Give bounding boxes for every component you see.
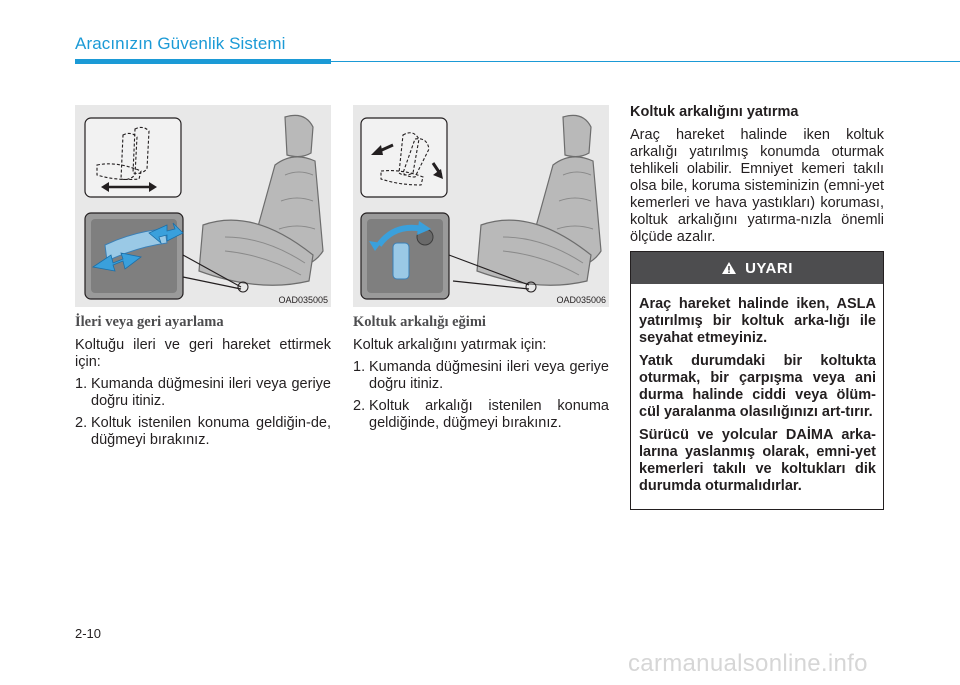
subheading: İleri veya geri ayarlama (75, 314, 224, 330)
steps-list (353, 359, 609, 432)
header-rule-accent (75, 59, 331, 64)
step-text: Koltuk istenilen konuma geldiğin-de, düğmeyi bırakınız. (91, 415, 331, 448)
warning-box (630, 251, 884, 510)
list-item (75, 376, 331, 410)
step-text: Koltuk arkalığı istenilen konuma geldiğinde, düğmeyi bırakınız. (369, 398, 609, 431)
figure-seat-recline (353, 105, 609, 307)
intro-text: Koltuğu ileri ve geri hareket ettirmek için: (75, 337, 331, 370)
column-recline-info (630, 104, 884, 251)
warning-label: UYARI (745, 259, 793, 277)
step-text: Kumanda düğmesini ileri veya geriye doğru itiniz. (91, 376, 331, 409)
figure-code: OAD035005 (278, 295, 328, 305)
body-text: Araç hareket halinde iken koltuk arkalığı yatırılmış konumda oturmak tehlikeli olabilir. Emniyet kemeri takılı olsa bile, koruma sisteminizin (emni-yet kemerleri ve hava yastıkları) koruması, koltuk arkalığını yatırma-nızla önemli ölçüde azalır. (630, 127, 884, 245)
step-number: 1. (75, 376, 88, 392)
list-item (353, 398, 609, 432)
figure-seat-slide (75, 105, 331, 307)
warning-header (631, 252, 883, 284)
warning-paragraph: Yatık durumdaki bir koltukta oturmak, bir çarpışma veya ani durma halinde ciddi veya ölüm-cül yaralanma olasılığınızı art-tırır. (639, 353, 876, 420)
seat-recline-adjust-illustration (353, 105, 609, 307)
list-item (353, 359, 609, 393)
watermark: carmanualsonline.info (628, 650, 868, 677)
seat-slide-adjust-illustration (75, 105, 331, 307)
steps-list (75, 376, 331, 449)
subheading: Koltuk arkalığı eğimi (353, 314, 486, 330)
step-text: Kumanda düğmesini ileri veya geriye doğru itiniz. (369, 359, 609, 392)
header-rule (331, 61, 960, 62)
list-item (75, 415, 331, 449)
section-title: Aracınızın Güvenlik Sistemi (75, 34, 286, 53)
column-recline (353, 314, 609, 437)
warning-paragraph: Araç hareket halinde iken, ASLA yatırılmış bir koltuk arka-lığı ile seyahat etmeyiniz. (639, 296, 876, 346)
step-number: 1. (353, 359, 366, 375)
section-heading: Koltuk arkalığını yatırma (630, 104, 799, 120)
step-number: 2. (75, 415, 88, 431)
warning-triangle-icon (721, 261, 737, 275)
intro-text: Koltuk arkalığını yatırmak için: (353, 337, 547, 353)
page-number: 2-10 (75, 626, 102, 641)
column-forward-backward (75, 314, 331, 454)
warning-paragraph: Sürücü ve yolcular DAİMA arka-larına yaslanmış olarak, emni-yet kemerleri takılı ve koltukları dik durumda oturmalıdırlar. (639, 427, 876, 494)
step-number: 2. (353, 398, 366, 414)
warning-body (631, 284, 883, 495)
figure-code: OAD035006 (556, 295, 606, 305)
